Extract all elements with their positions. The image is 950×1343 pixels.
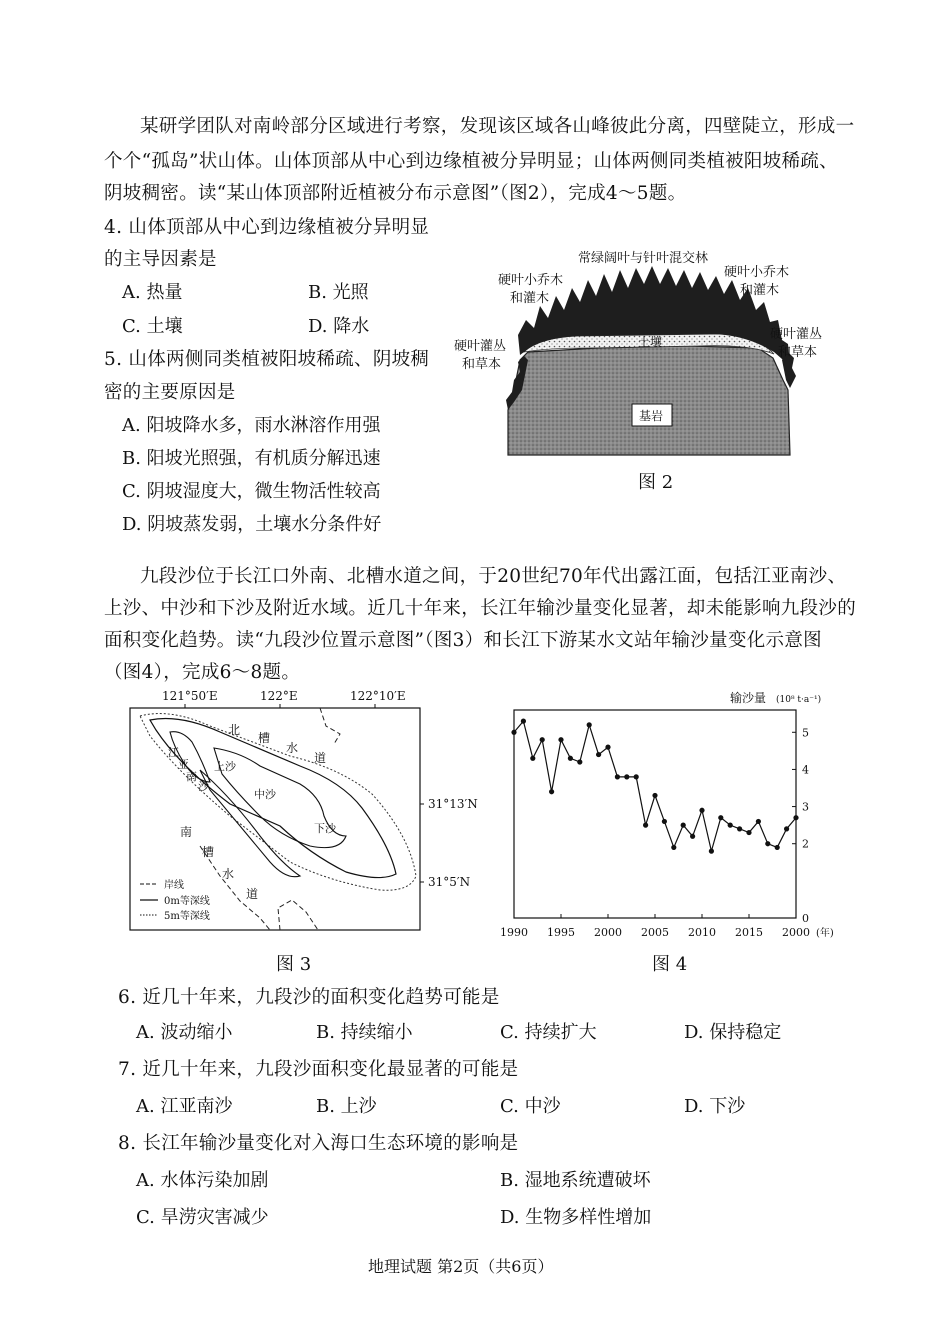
q7-option-b[interactable]: B. 上沙 xyxy=(316,1096,377,1117)
chart-data-point xyxy=(558,737,563,742)
chart-data-point xyxy=(577,759,582,764)
q8-stem: 8. 长江年输沙量变化对入海口生态环境的影响是 xyxy=(118,1133,519,1154)
chart-xtick-label: 2000 xyxy=(782,926,810,939)
chart-data-point xyxy=(737,826,742,831)
chart-data-point xyxy=(624,774,629,779)
chart-data-point xyxy=(549,789,554,794)
chart-data-point xyxy=(596,752,601,757)
chart-data-point xyxy=(728,823,733,828)
q7-option-c[interactable]: C. 中沙 xyxy=(500,1096,561,1117)
chart-data-point xyxy=(530,756,535,761)
chart-xtick-label: 2000 xyxy=(594,926,622,939)
fig2-right-lower-1: 硬叶灌丛 xyxy=(770,327,823,342)
legend-0m: 0m等深线 xyxy=(164,896,210,907)
south-channel-char-2: 槽 xyxy=(202,845,215,859)
q6-stem: 6. 近几十年来，九段沙的面积变化趋势可能是 xyxy=(118,987,500,1008)
chart-data-point xyxy=(699,808,704,813)
q5-option-c[interactable]: C. 阴坡湿度大，微生物活性较高 xyxy=(122,481,381,502)
q5-option-a[interactable]: A. 阳坡降水多，雨水淋溶作用强 xyxy=(122,415,381,436)
q6-option-c[interactable]: C. 持续扩大 xyxy=(500,1022,597,1043)
q7-option-a[interactable]: A. 江亚南沙 xyxy=(136,1096,233,1117)
chart-data-point xyxy=(521,719,526,724)
q5-option-d[interactable]: D. 阴坡蒸发弱，土壤水分条件好 xyxy=(122,514,382,535)
page-footer: 地理试题 第2页（共6页） xyxy=(368,1257,554,1276)
chart-xtick-label: 2010 xyxy=(688,926,716,939)
q8-option-c[interactable]: C. 旱涝灾害减少 xyxy=(136,1207,269,1228)
chart-data-point xyxy=(681,823,686,828)
chart-data-point xyxy=(605,745,610,750)
q5-stem-1: 5. 山体两侧同类植被阳坡稀疏、阴坡稠 xyxy=(104,349,430,370)
chart-data-point xyxy=(652,793,657,798)
figure-2-caption: 图 2 xyxy=(638,472,674,493)
figure-4-caption: 图 4 xyxy=(652,954,688,975)
chart-data-point xyxy=(615,774,620,779)
q4-stem-1: 4. 山体顶部从中心到边缘植被分异明显 xyxy=(104,217,430,238)
chart-ytick-label: 5 xyxy=(802,726,809,740)
chart-data-point xyxy=(671,845,676,850)
chart-data-point xyxy=(746,830,751,835)
chart-data-point xyxy=(511,730,516,735)
fig3-lat-1: 31°13′N xyxy=(428,797,478,811)
fig3-lon-3: 122°10′E xyxy=(350,689,406,703)
q4-option-b[interactable]: B. 光照 xyxy=(308,282,369,303)
jiangya-char-3: 南 xyxy=(186,770,197,783)
fig3-lat-2: 31°5′N xyxy=(428,875,471,889)
fig3-lon-1: 121°50′E xyxy=(162,689,218,703)
intro2-line-2: 上沙、中沙和下沙及附近水域。近几十年来，长江年输沙量变化显著，却未能影响九段沙的 xyxy=(104,598,857,619)
intro2-line-3: 面积变化趋势。读“九段沙位置示意图”（图3）和长江下游某水文站年输沙量变化示意图 xyxy=(104,630,822,651)
chart-data-point xyxy=(643,823,648,828)
fig2-right-upper-1: 硬叶小乔木 xyxy=(724,265,790,280)
fig3-lon-2: 122°E xyxy=(260,689,298,703)
q7-option-d[interactable]: D. 下沙 xyxy=(684,1096,746,1117)
chart-data-point xyxy=(568,756,573,761)
chart-ytick-label: 2 xyxy=(802,837,809,851)
chart-frame xyxy=(514,710,796,918)
chart-ytick-label: 3 xyxy=(802,800,809,814)
intro1-line-3: 阴坡稠密。读“某山体顶部附近植被分布示意图”（图2），完成4～5题。 xyxy=(104,183,687,204)
xiasha-label: 下沙 xyxy=(314,822,336,835)
chart-series-line xyxy=(514,721,796,851)
chart-data-point xyxy=(765,841,770,846)
chart-data-point xyxy=(709,849,714,854)
south-channel-char-1: 南 xyxy=(180,825,193,839)
fig2-rock-label: 基岩 xyxy=(639,409,664,423)
chart-data-point xyxy=(756,819,761,824)
fig2-right-upper-2: 和灌木 xyxy=(740,283,780,298)
chart-yunit: (10⁸ t·a⁻¹) xyxy=(776,695,822,705)
q5-option-b[interactable]: B. 阳坡光照强，有机质分解迅速 xyxy=(122,448,381,469)
south-channel-char-3: 水 xyxy=(222,867,235,881)
south-channel-char-4: 道 xyxy=(246,887,259,901)
intro2-line-1: 九段沙位于长江口外南、北槽水道之间，于20世纪70年代出露江面，包括江亚南沙、 xyxy=(140,566,847,587)
q8-option-a[interactable]: A. 水体污染加剧 xyxy=(136,1170,269,1191)
chart-data-point xyxy=(634,774,639,779)
chart-data-point xyxy=(793,815,798,820)
jiangya-char-2: 亚 xyxy=(178,758,189,771)
chart-xtick-label: 2005 xyxy=(641,926,669,939)
chart-xunit: (年) xyxy=(816,928,834,939)
north-channel-char-2: 槽 xyxy=(258,731,271,745)
q4-option-a[interactable]: A. 热量 xyxy=(122,282,183,303)
figure-2-vegetation-diagram xyxy=(448,240,838,465)
legend-5m: 5m等深线 xyxy=(164,911,210,922)
chart-xtick-label: 1995 xyxy=(547,926,575,939)
bedrock-block xyxy=(508,346,790,455)
north-channel-char-1: 北 xyxy=(228,723,241,737)
chart-ytick-label: 4 xyxy=(802,763,809,777)
chart-data-point xyxy=(690,834,695,839)
figure-4-sediment-chart xyxy=(490,686,850,942)
chart-data-point xyxy=(718,815,723,820)
fig2-soil-label: 土壤 xyxy=(638,335,663,349)
intro2-line-4: （图4），完成6～8题。 xyxy=(104,662,301,683)
chart-data-point xyxy=(775,845,780,850)
north-channel-char-3: 水 xyxy=(286,741,299,755)
chart-data-point xyxy=(662,819,667,824)
shangsha-label: 上沙 xyxy=(214,760,236,773)
q8-option-d[interactable]: D. 生物多样性增加 xyxy=(500,1207,652,1228)
fig2-top-label: 常绿阔叶与针叶混交林 xyxy=(578,251,709,266)
fig2-right-lower-2: 和草本 xyxy=(778,345,818,360)
chart-data-point xyxy=(784,826,789,831)
q7-stem: 7. 近几十年来，九段沙面积变化最显著的可能是 xyxy=(118,1059,519,1080)
chart-data-point xyxy=(587,722,592,727)
fig2-left-upper-1: 硬叶小乔木 xyxy=(498,273,564,288)
fig2-left-lower-2: 和草本 xyxy=(462,357,502,372)
chart-xtick-label: 2015 xyxy=(735,926,763,939)
q4-stem-2: 的主导因素是 xyxy=(104,249,217,270)
chart-ylabel: 输沙量 xyxy=(730,691,767,705)
figure-3-caption: 图 3 xyxy=(276,954,312,975)
intro1-line-2: 个个“孤岛”状山体。山体顶部从中心到边缘植被分异明显；山体两侧同类植被阳坡稀疏、 xyxy=(104,151,838,172)
q8-option-b[interactable]: B. 湿地系统遭破坏 xyxy=(500,1170,651,1191)
q4-option-c[interactable]: C. 土壤 xyxy=(122,316,183,337)
jiangya-char-4: 沙 xyxy=(198,780,209,793)
chart-ytick-label: 0 xyxy=(802,912,809,925)
chart-xtick-label: 1990 xyxy=(500,926,528,939)
intro1-line-1: 某研学团队对南岭部分区域进行考察，发现该区域各山峰彼此分离，四壁陡立，形成一 xyxy=(140,116,855,137)
fig2-left-lower-1: 硬叶灌丛 xyxy=(454,339,507,354)
legend-coastline: 岸线 xyxy=(164,880,184,891)
fig2-left-upper-2: 和灌木 xyxy=(510,291,550,306)
q6-option-a[interactable]: A. 波动缩小 xyxy=(136,1022,233,1043)
q4-option-d[interactable]: D. 降水 xyxy=(308,316,370,337)
figure-3-jiuduansha-map xyxy=(110,686,480,932)
zhongsha-label: 中沙 xyxy=(254,788,276,801)
q6-option-d[interactable]: D. 保持稳定 xyxy=(684,1022,782,1043)
q6-option-b[interactable]: B. 持续缩小 xyxy=(316,1022,413,1043)
q5-stem-2: 密的主要原因是 xyxy=(104,382,236,403)
jiangya-char-1: 江 xyxy=(168,746,179,759)
chart-data-point xyxy=(540,737,545,742)
north-channel-char-4: 道 xyxy=(314,751,327,765)
